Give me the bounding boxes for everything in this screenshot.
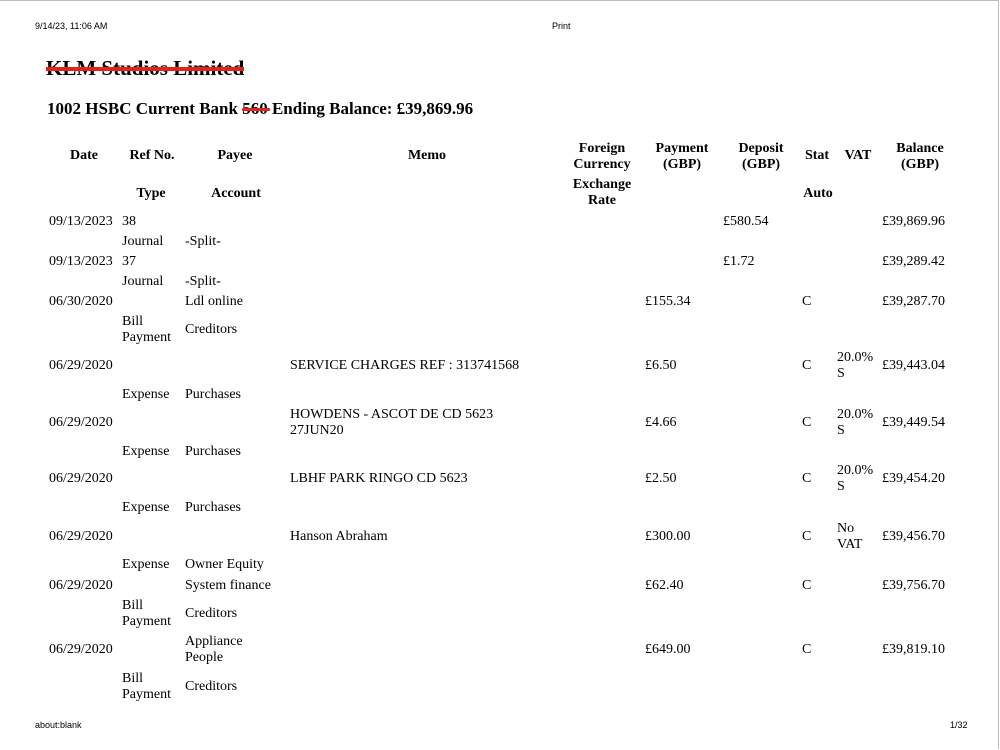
row-deposit: £1.72 (723, 254, 755, 269)
col-ref-no: Ref No. (129, 148, 175, 163)
row-payment: £62.40 (645, 578, 684, 593)
row-type: Journal (122, 274, 164, 289)
row-stat: C (802, 578, 812, 593)
print-url: about:blank (35, 720, 82, 730)
print-datetime: 9/14/23, 11:06 AM (35, 21, 108, 31)
row-date: 06/29/2020 (49, 415, 113, 430)
row-date: 06/29/2020 (49, 642, 113, 657)
row-account: Purchases (185, 500, 241, 515)
row-date: 06/30/2020 (49, 294, 113, 309)
row-type: Expense (122, 557, 170, 572)
col-stat: Stat (804, 148, 830, 163)
col-account: Account (211, 186, 261, 201)
row-account: Creditors (185, 322, 238, 337)
row-type: Expense (122, 500, 170, 515)
row-vat: No VAT (837, 521, 863, 552)
row-date: 06/29/2020 (49, 358, 113, 373)
redaction-bar (46, 67, 244, 71)
row-memo: HOWDENS - ASCOT DE CD 5623 27JUN20 (290, 407, 494, 438)
row-stat: C (802, 415, 812, 430)
col-auto: Auto (803, 186, 833, 201)
row-deposit: £580.54 (723, 214, 769, 229)
row-stat: C (802, 471, 812, 486)
col-type: Type (136, 186, 166, 201)
row-type: Bill Payment (122, 314, 171, 345)
row-date: 06/29/2020 (49, 578, 113, 593)
row-stat: C (802, 642, 812, 657)
row-type: Expense (122, 444, 170, 459)
row-stat: C (802, 529, 812, 544)
col-balance: Balance (GBP) (896, 141, 944, 172)
row-balance: £39,756.70 (882, 578, 945, 593)
col-payee: Payee (217, 148, 253, 163)
row-account: Creditors (185, 679, 238, 694)
row-stat: C (802, 358, 812, 373)
row-ref: 38 (122, 214, 136, 229)
row-vat: 20.0% S (837, 463, 874, 494)
company-name (46, 55, 244, 79)
row-type: Expense (122, 387, 170, 402)
row-balance: £39,454.20 (882, 471, 945, 486)
row-account: Purchases (185, 387, 241, 402)
row-stat: C (802, 294, 812, 309)
strike-bar (242, 108, 270, 111)
print-title: Print (552, 21, 571, 31)
row-payment: £155.34 (645, 294, 691, 309)
account-heading (47, 99, 473, 119)
row-vat: 20.0% S (837, 350, 874, 381)
row-date: 09/13/2023 (49, 214, 113, 229)
ending-balance: Ending Balance: £39,869.96 (271, 99, 474, 118)
col-memo: Memo (407, 148, 447, 163)
row-account: Purchases (185, 444, 241, 459)
row-memo: Hanson Abraham (290, 529, 388, 544)
row-account: Owner Equity (185, 557, 264, 572)
row-payment: £4.66 (645, 415, 677, 430)
row-memo: LBHF PARK RINGO CD 5623 (290, 471, 468, 486)
row-balance: £39,869.96 (882, 214, 945, 229)
account-name: 1002 HSBC Current Bank (47, 99, 238, 118)
row-payment: £649.00 (645, 642, 691, 657)
row-memo: SERVICE CHARGES REF : 313741568 (290, 358, 520, 373)
row-payee: System finance (185, 578, 271, 593)
row-payee: Appliance People (185, 634, 243, 665)
row-vat: 20.0% S (837, 407, 874, 438)
row-type: Bill Payment (122, 598, 171, 629)
row-type: Journal (122, 234, 164, 249)
col-exchange-rate: Exchange Rate (572, 177, 632, 208)
col-foreign-currency: Foreign Currency (573, 141, 631, 172)
row-balance: £39,456.70 (882, 529, 945, 544)
row-balance: £39,289.42 (882, 254, 945, 269)
row-balance: £39,287.70 (882, 294, 945, 309)
row-account: Creditors (185, 606, 238, 621)
row-account: -Split- (185, 234, 221, 249)
row-balance: £39,819.10 (882, 642, 945, 657)
row-payment: £2.50 (645, 471, 677, 486)
col-vat: VAT (844, 148, 872, 163)
row-account: -Split- (185, 274, 221, 289)
account-number-struck (242, 99, 268, 119)
page-number: 1/32 (950, 720, 968, 730)
row-date: 09/13/2023 (49, 254, 113, 269)
row-payee: Ldl online (185, 294, 243, 309)
row-date: 06/29/2020 (49, 529, 113, 544)
col-date: Date (70, 148, 98, 163)
row-balance: £39,443.04 (882, 358, 945, 373)
col-deposit: Deposit (GBP) (738, 141, 784, 172)
row-date: 06/29/2020 (49, 471, 113, 486)
row-payment: £300.00 (645, 529, 691, 544)
col-payment: Payment (GBP) (655, 141, 709, 172)
row-type: Bill Payment (122, 671, 171, 702)
row-payment: £6.50 (645, 358, 677, 373)
row-ref: 37 (122, 254, 136, 269)
row-balance: £39,449.54 (882, 415, 945, 430)
